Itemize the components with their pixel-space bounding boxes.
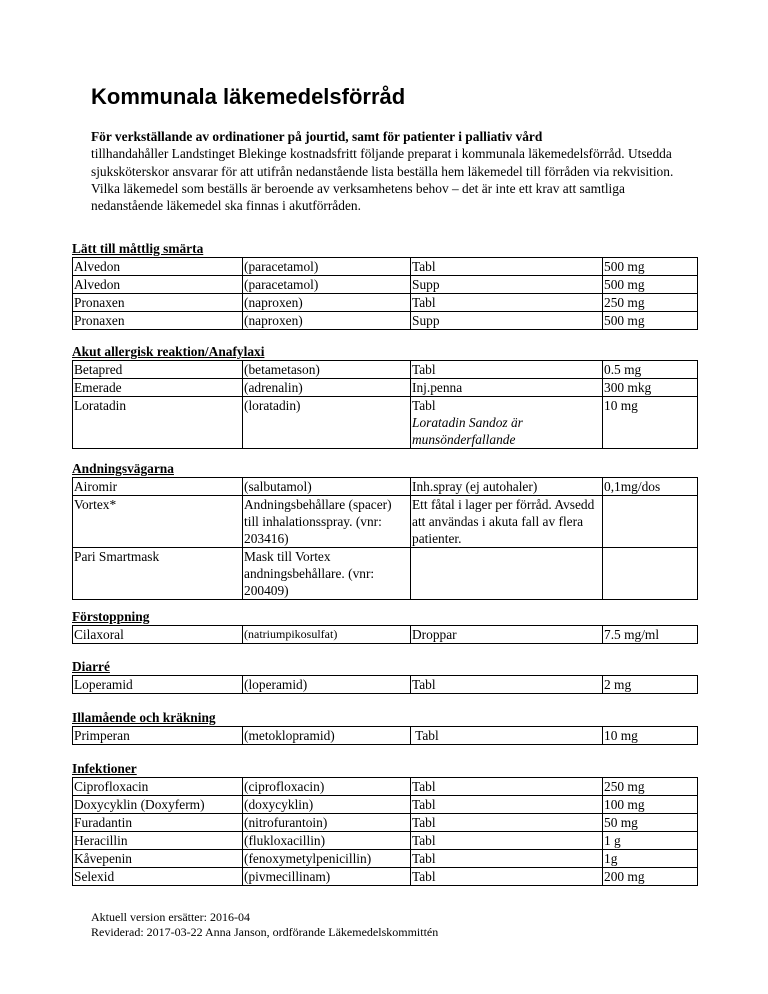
footer-revised: Reviderad: 2017-03-22 Anna Janson, ordförande Läkemedelskommittén [91, 925, 439, 939]
section-allergy [72, 344, 697, 449]
form: Tabl [411, 868, 603, 886]
substance: Mask till Vortex andningsbehållare. (vnr: 200409) [243, 548, 411, 600]
section-airways [72, 461, 697, 600]
section-title: Infektioner [72, 761, 137, 776]
table-row [73, 626, 698, 644]
form: Inj.penna [411, 379, 603, 397]
drug-name: Alvedon [73, 258, 243, 276]
form: Tabl [411, 850, 603, 868]
drug-name: Pari Smartmask [73, 548, 243, 600]
table-row [73, 312, 698, 330]
form-note: Loratadin Sandoz är munsönderfallande [412, 415, 523, 447]
table-row [73, 478, 698, 496]
table-row [73, 727, 698, 745]
drug-name: Pronaxen [73, 294, 243, 312]
strength: 200 mg [603, 868, 698, 886]
strength [603, 496, 698, 548]
table-row [73, 814, 698, 832]
strength: 0.5 mg [603, 361, 698, 379]
form [411, 397, 603, 449]
table-row [73, 850, 698, 868]
strength: 2 mg [603, 676, 698, 694]
substance: Andningsbehållare (spacer) till inhalationsspray. (vnr: 203416) [243, 496, 411, 548]
substance: (loratadin) [243, 397, 411, 449]
drug-table [72, 477, 698, 600]
substance: (adrenalin) [243, 379, 411, 397]
table-row [73, 379, 698, 397]
substance: (natriumpikosulfat) [243, 626, 411, 644]
substance: (paracetamol) [243, 276, 411, 294]
form: Supp [411, 276, 603, 294]
drug-name: Airomir [73, 478, 243, 496]
drug-table [72, 777, 698, 886]
substance: (doxycyklin) [243, 796, 411, 814]
table-row [73, 676, 698, 694]
drug-name: Selexid [73, 868, 243, 886]
footer-version: Aktuell version ersätter: 2016-04 [91, 910, 250, 924]
table-row [73, 294, 698, 312]
substance: (loperamid) [243, 676, 411, 694]
drug-name: Ciprofloxacin [73, 778, 243, 796]
substance: (naproxen) [243, 312, 411, 330]
strength: 250 mg [603, 778, 698, 796]
strength: 10 mg [603, 397, 698, 449]
drug-name: Furadantin [73, 814, 243, 832]
drug-table [72, 360, 698, 449]
drug-table [72, 726, 698, 745]
section-title: Diarré [72, 659, 110, 674]
strength: 500 mg [603, 258, 698, 276]
drug-name: Heracillin [73, 832, 243, 850]
drug-name: Primperan [73, 727, 243, 745]
table-row [73, 778, 698, 796]
form-text: Tabl [412, 398, 436, 413]
substance: (paracetamol) [243, 258, 411, 276]
form: Tabl [411, 796, 603, 814]
form: Supp [411, 312, 603, 330]
section-title: Lätt till måttlig smärta [72, 241, 204, 256]
drug-name: Cilaxoral [73, 626, 243, 644]
section-title: Andningsvägarna [72, 461, 174, 476]
form: Tabl [411, 294, 603, 312]
drug-name: Emerade [73, 379, 243, 397]
table-row [73, 868, 698, 886]
strength: 500 mg [603, 312, 698, 330]
strength: 0,1mg/dos [603, 478, 698, 496]
form: Tabl [411, 676, 603, 694]
substance: (pivmecillinam) [243, 868, 411, 886]
drug-name: Vortex* [73, 496, 243, 548]
strength [603, 548, 698, 600]
intro-paragraph [91, 128, 691, 214]
table-row [73, 832, 698, 850]
substance: (metoklopramid) [243, 727, 411, 745]
section-title: Förstoppning [72, 609, 150, 624]
section-pain [72, 241, 697, 330]
strength: 100 mg [603, 796, 698, 814]
drug-table [72, 675, 698, 694]
form [411, 548, 603, 600]
substance: (nitrofurantoin) [243, 814, 411, 832]
form: Tabl [411, 727, 603, 745]
table-row [73, 258, 698, 276]
section-title: Akut allergisk reaktion/Anafylaxi [72, 344, 265, 359]
form: Droppar [411, 626, 603, 644]
drug-name: Betapred [73, 361, 243, 379]
drug-name: Kåvepenin [73, 850, 243, 868]
substance: (flukloxacillin) [243, 832, 411, 850]
drug-name: Alvedon [73, 276, 243, 294]
section-title: Illamående och kräkning [72, 710, 216, 725]
table-row [73, 361, 698, 379]
substance: (salbutamol) [243, 478, 411, 496]
footer [91, 910, 438, 940]
table-row [73, 276, 698, 294]
substance: (betametason) [243, 361, 411, 379]
substance: (fenoxymetylpenicillin) [243, 850, 411, 868]
form: Tabl [411, 832, 603, 850]
section-infections [72, 761, 697, 886]
strength: 50 mg [603, 814, 698, 832]
strength: 500 mg [603, 276, 698, 294]
intro-text: tillhandahåller Landstinget Blekinge kostnadsfritt följande preparat i kommunala läkemedelsförråd. Utsedda sjuksköterskor ansvarar för att utifrån nedanstående lista beställa hem läkemedel till förråden via rekvisition. Vilka läkemedel som beställs är beroende av verksamhetens behov – det är inte ett krav att samtliga nedanstående läkemedel ska finnas i akutförråden. [91, 146, 674, 214]
strength: 1 g [603, 832, 698, 850]
table-row [73, 796, 698, 814]
form: Ett fåtal i lager per förråd. Avsedd att användas i akuta fall av flera patienter. [411, 496, 603, 548]
section-diarrhea [72, 659, 697, 694]
drug-name: Doxycyklin (Doxyferm) [73, 796, 243, 814]
drug-table [72, 257, 698, 330]
form: Tabl [411, 361, 603, 379]
strength: 250 mg [603, 294, 698, 312]
substance: (naproxen) [243, 294, 411, 312]
strength: 300 mkg [603, 379, 698, 397]
section-nausea [72, 710, 697, 745]
drug-name: Loperamid [73, 676, 243, 694]
form: Tabl [411, 814, 603, 832]
page-title: Kommunala läkemedelsförråd [91, 84, 406, 109]
drug-name: Loratadin [73, 397, 243, 449]
form: Inh.spray (ej autohaler) [411, 478, 603, 496]
substance: (ciprofloxacin) [243, 778, 411, 796]
intro-bold: För verkställande av ordinationer på jourtid, samt för patienter i palliativ vård [91, 129, 543, 144]
table-row [73, 548, 698, 600]
section-constipation [72, 609, 697, 644]
strength: 7.5 mg/ml [603, 626, 698, 644]
drug-name: Pronaxen [73, 312, 243, 330]
drug-table [72, 625, 698, 644]
form: Tabl [411, 258, 603, 276]
table-row [73, 496, 698, 548]
strength: 1g [603, 850, 698, 868]
table-row [73, 397, 698, 449]
form: Tabl [411, 778, 603, 796]
strength: 10 mg [603, 727, 698, 745]
